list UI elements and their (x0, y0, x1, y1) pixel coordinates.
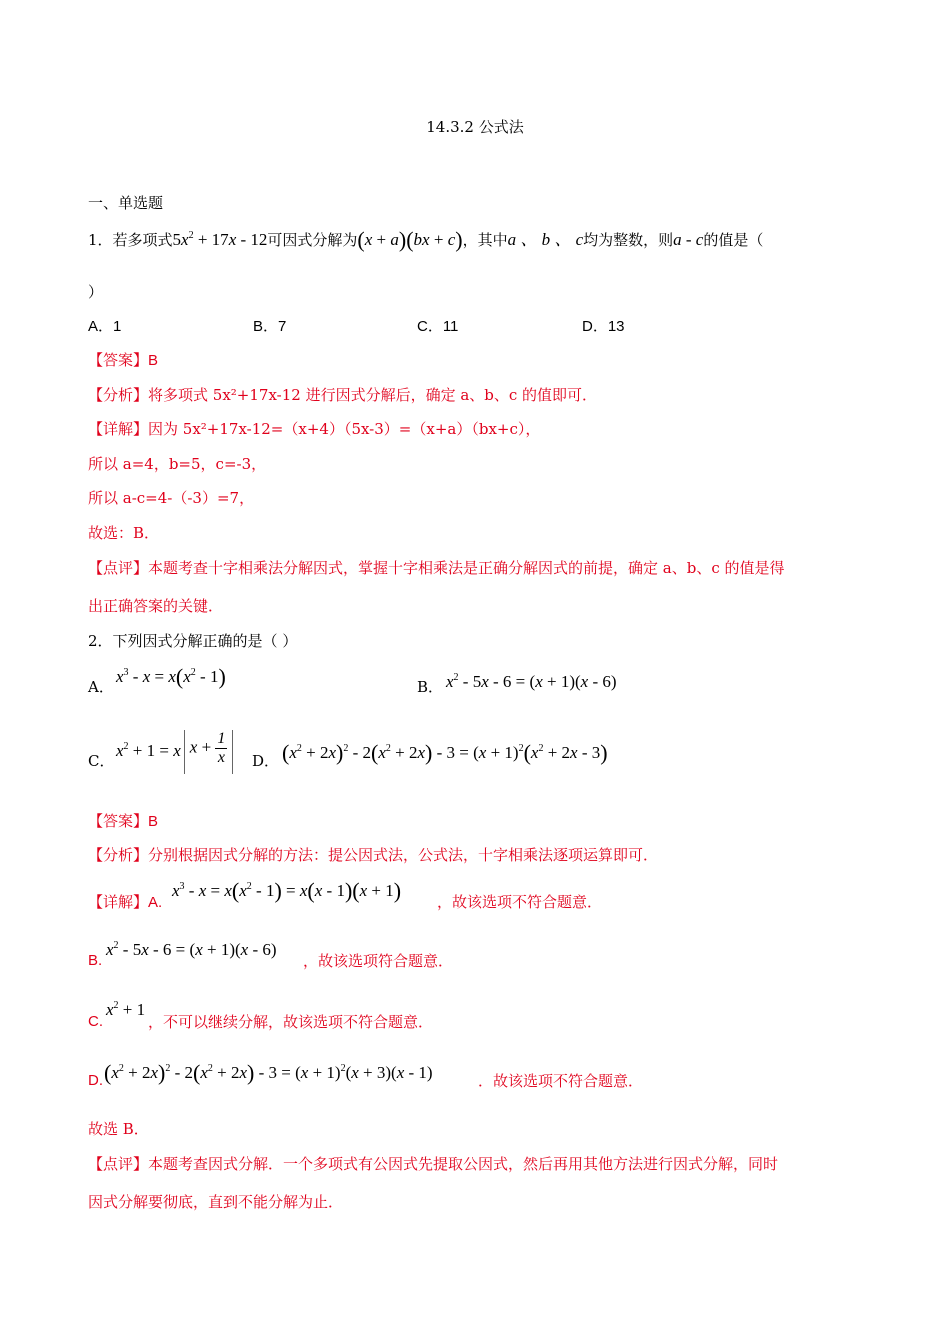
q2-comment-line2: 因式分解要彻底，直到不能分解为止． (88, 1193, 344, 1211)
q2-option-d: $(x^2 + 2x)^2 - 2(x^2 + 2x) - 3 = (x + 1)^2(x^2 + 2x - 3)$ (282, 740, 608, 765)
page-title: 14.3.2 公式法 (426, 118, 524, 136)
q1-detail-line2: 所以 a=4，b=5，c=-3， (88, 455, 267, 473)
q2-option-b: $x^2 - 5x - 6 = (x + 1)(x - 6)$ (446, 672, 617, 691)
q2-detail-b-label: B. (88, 952, 103, 969)
q2-detail-c-label: C. (88, 1013, 103, 1030)
q2-option-d-label: D． (252, 752, 280, 770)
q2-answer: 【答案】B (88, 812, 159, 830)
q1-option-b: B．7 (253, 318, 287, 335)
q1-option-a: A．1 (88, 318, 122, 335)
q2-detail-a-math: $x^3 - x = x(x^2 - 1) = x(x - 1)(x + 1)$ (172, 878, 402, 903)
q1-expr: a - c (673, 230, 704, 249)
q2-detail-d-label: D. (88, 1072, 103, 1089)
q1-answer: 【答案】B (88, 351, 159, 369)
q2-detail-c-text: ，不可以继续分解，故该选项不符合题意． (148, 1013, 434, 1031)
q1-vars: a 、 b 、 c (507, 230, 584, 249)
q1-option-c: C．11 (417, 318, 459, 335)
q2-stem: 2．下列因式分解正确的是（ ） (88, 632, 298, 650)
q1-polynomial: $5x^2 + 17x - 12$ (172, 230, 268, 249)
q1-detail-line4: 故选：B． (88, 524, 160, 542)
q2-detail-d-text: ．故该选项不符合题意． (478, 1072, 644, 1090)
q1-stem-suffix: 的值是（ (703, 231, 764, 249)
q1-stem-mid3: 均为整数，则 (583, 231, 674, 249)
q2-analysis: 【分析】分别根据因式分解的方法：提公因式法，公式法，十字相乘法逐项运算即可． (88, 846, 659, 864)
q1-stem-mid2: ，其中 (462, 231, 508, 249)
q2-option-c: $x^2 + 1 = x$ x + $\frac{1}{x}$ (116, 730, 233, 774)
q2-detail-b-math: $x^2 - 5x - 6 = (x + 1)(x - 6)$ (106, 940, 277, 959)
q2-option-b-label: B． (417, 678, 444, 696)
q2-conclusion: 故选 B． (88, 1120, 149, 1138)
q1-stem-mid: 可因式分解为 (267, 231, 358, 249)
q2-option-c-label: C． (88, 752, 115, 770)
q2-detail-b-text: ，故该选项符合题意． (303, 952, 454, 970)
q1-comment-line2: 出正确答案的关键． (88, 597, 224, 615)
q2-option-a: $x^3 - x = x(x^2 - 1)$ (116, 664, 226, 689)
q1-comment: 【点评】本题考查十字相乘法分解因式，掌握十字相乘法是正确分解因式的前提，确定 a、b、c 的值是得 (88, 559, 785, 577)
section-heading: 一、单选题 (88, 194, 164, 212)
q1-option-d: D．13 (582, 318, 625, 335)
q1-factored-form: (x + a)(bx + c) (357, 227, 463, 252)
q1-analysis: 【分析】将多项式 5x²+17x-12 进行因式分解后，确定 a、b、c 的值即可． (88, 386, 598, 404)
q1-stem (88, 229, 763, 251)
q1-stem-prefix: 1．若多项式 (88, 231, 173, 249)
q2-comment: 【点评】本题考查因式分解．一个多项式有公因式先提取公因式，然后再用其他方法进行因式分解，同时 (88, 1155, 779, 1173)
q1-detail: 【详解】因为 5x²+17x-12=（x+4）（5x-3）=（x+a）（bx+c）， (88, 420, 541, 438)
q2-detail-c-math: $x^2 + 1$ (106, 1000, 146, 1019)
q2-detail-d-math: $(x^2 + 2x)^2 - 2(x^2 + 2x) - 3 = (x + 1)^2(x + 3)(x - 1)$ (104, 1060, 433, 1085)
q1-stem-close: ） (88, 283, 104, 301)
q2-detail-a-text: ，故该选项不符合题意． (437, 893, 603, 911)
q2-detail: 【详解】A. (88, 893, 163, 911)
q1-detail-line3: 所以 a-c=4-（-3）=7， (88, 489, 255, 507)
q2-option-a-label: A． (88, 678, 114, 696)
